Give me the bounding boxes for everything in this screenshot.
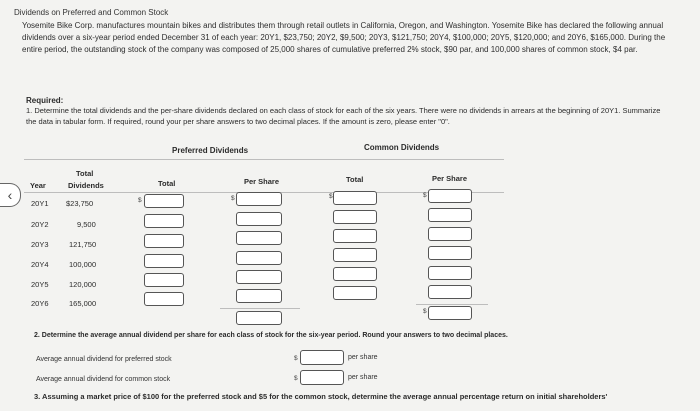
common-per-share-input[interactable] bbox=[428, 227, 472, 241]
year-cell: 20Y3 bbox=[31, 240, 49, 249]
common-total-input[interactable] bbox=[333, 229, 377, 243]
question-3-text: 3. Assuming a market price of $100 for the preferred stock and $5 for the common stock, determine the average annual percentage return on initial shareholders' bbox=[34, 392, 608, 401]
currency-symbol: $ bbox=[423, 192, 427, 199]
preferred-total-input[interactable] bbox=[144, 214, 184, 228]
problem-intro: Yosemite Bike Corp. manufactures mountain bikes and distributes them through retail outlets in California, Oregon, and Washington. Yosemite Bike has declared the following annual dividends over a six-year period ended December 31 of each year: 20Y1, $23,750; 20Y2, $9,500; 20Y3, $121,750; 20Y4, $100,000; 20Y5, $120,000; and 20Y6, $165,000. During the entire period, the outstanding stock of the company was composed of 25,000 shares of cumulative preferred 2% stock, $90 par, and 100,000 shares of common stock, $4 par. bbox=[22, 21, 666, 54]
currency-symbol: $ bbox=[231, 195, 235, 202]
preferred-per-share-divider bbox=[220, 308, 300, 309]
year-cell: 20Y2 bbox=[31, 220, 49, 229]
preferred-total-input[interactable] bbox=[144, 254, 184, 268]
common-per-share-input[interactable] bbox=[428, 266, 472, 280]
required-heading: Required: bbox=[26, 96, 64, 105]
col-preferred-total: Total bbox=[158, 179, 176, 188]
currency-symbol: $ bbox=[294, 355, 298, 362]
preferred-total-input[interactable] bbox=[144, 194, 184, 208]
common-per-share-input[interactable] bbox=[428, 285, 472, 299]
preferred-total-input[interactable] bbox=[144, 292, 184, 306]
common-dividends-header: Common Dividends bbox=[364, 143, 440, 152]
total-dividends-cell: 9,500 bbox=[77, 220, 96, 229]
question-2-text: 2. Determine the average annual dividend per share for each class of stock for the six-year period. Round your answers to two decimal places. bbox=[34, 332, 508, 339]
common-total-input[interactable] bbox=[333, 267, 377, 281]
year-cell: 20Y5 bbox=[31, 280, 49, 289]
total-dividends-cell: 120,000 bbox=[69, 280, 97, 289]
common-total-input[interactable] bbox=[333, 210, 377, 224]
avg-preferred-input[interactable] bbox=[300, 350, 344, 365]
collapse-panel-button[interactable] bbox=[0, 183, 21, 207]
col-year: Year bbox=[30, 181, 46, 190]
preferred-per-share-input[interactable] bbox=[236, 212, 282, 226]
preferred-per-share-input[interactable] bbox=[236, 270, 282, 284]
col-common-per-share: Per Share bbox=[432, 174, 468, 183]
preferred-total-input[interactable] bbox=[144, 234, 184, 248]
currency-symbol: $ bbox=[329, 193, 333, 200]
preferred-per-share-input[interactable] bbox=[236, 251, 282, 265]
currency-symbol: $ bbox=[423, 308, 427, 315]
total-dividends-cell: $23,750 bbox=[66, 199, 94, 208]
avg-preferred-label: Average annual dividend for preferred stock bbox=[36, 356, 172, 363]
page-title: Dividends on Preferred and Common Stock bbox=[14, 8, 169, 17]
common-total-input[interactable] bbox=[333, 191, 377, 205]
avg-common-unit: per share bbox=[348, 374, 378, 381]
total-dividends-cell: 100,000 bbox=[69, 260, 97, 269]
col-preferred-per-share: Per Share bbox=[244, 177, 280, 186]
col-total-dividends-line1: Total bbox=[76, 169, 94, 178]
common-per-share-divider bbox=[416, 304, 488, 305]
common-per-share-input[interactable] bbox=[428, 246, 472, 260]
avg-common-input[interactable] bbox=[300, 370, 344, 385]
total-dividends-cell: 165,000 bbox=[69, 299, 97, 308]
question-1-text: 1. Determine the total dividends and the per-share dividends declared on each class of stock for each of the six years. There were no dividends in arrears at the beginning of 20Y1. Summarize the data in tabular form. If required, round your per share answers to two decimal places. If the amount is zero, please enter "0". bbox=[26, 106, 661, 126]
col-total-dividends-line2: Dividends bbox=[68, 181, 104, 190]
common-per-share-input[interactable] bbox=[428, 189, 472, 203]
common-total-input[interactable] bbox=[333, 248, 377, 262]
preferred-per-share-input[interactable] bbox=[236, 289, 282, 303]
avg-preferred-unit: per share bbox=[348, 354, 378, 361]
header-divider bbox=[24, 159, 504, 160]
currency-symbol: $ bbox=[294, 375, 298, 382]
preferred-per-share-input[interactable] bbox=[236, 192, 282, 206]
currency-symbol: $ bbox=[138, 197, 142, 204]
common-per-share-input[interactable] bbox=[428, 208, 472, 222]
year-cell: 20Y1 bbox=[31, 199, 49, 208]
col-common-total: Total bbox=[346, 175, 364, 184]
chevron-left-icon: ‹ bbox=[7, 187, 13, 203]
preferred-per-share-input[interactable] bbox=[236, 231, 282, 245]
preferred-dividends-header: Preferred Dividends bbox=[172, 146, 249, 155]
avg-common-label: Average annual dividend for common stock bbox=[36, 376, 171, 383]
year-cell: 20Y6 bbox=[31, 299, 49, 308]
preferred-per-share-total-input[interactable] bbox=[236, 311, 282, 325]
year-cell: 20Y4 bbox=[31, 260, 49, 269]
common-total-input[interactable] bbox=[333, 286, 377, 300]
common-per-share-total-input[interactable] bbox=[428, 306, 472, 320]
preferred-total-input[interactable] bbox=[144, 273, 184, 287]
total-dividends-cell: 121,750 bbox=[69, 240, 97, 249]
